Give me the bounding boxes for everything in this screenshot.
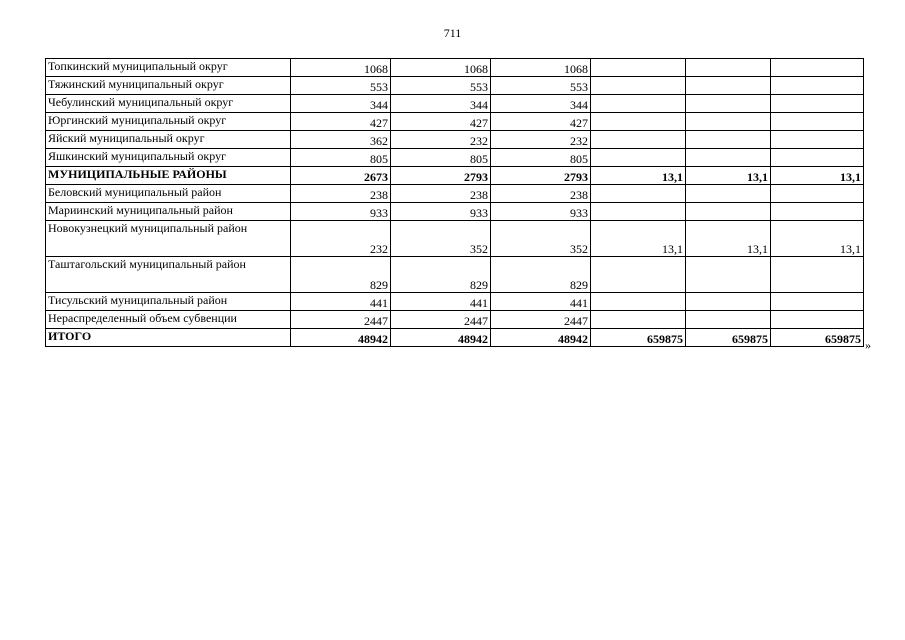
municipality-name: Мариинский муниципальный район	[46, 203, 291, 221]
section-total-row	[46, 167, 864, 185]
value-cell: 344	[391, 95, 491, 113]
subvention-table	[45, 58, 864, 347]
table-row	[46, 95, 864, 113]
value-cell: 13,1	[771, 167, 864, 185]
table-row	[46, 149, 864, 167]
municipality-name: Чебулинский муниципальный округ	[46, 95, 291, 113]
value-cell: 48942	[491, 329, 591, 347]
value-cell: 1068	[391, 59, 491, 77]
value-cell	[591, 293, 686, 311]
value-cell: 238	[291, 185, 391, 203]
value-cell: 805	[391, 149, 491, 167]
value-cell	[591, 77, 686, 95]
value-cell: 659875	[686, 329, 771, 347]
value-cell: 829	[291, 257, 391, 293]
value-cell	[771, 59, 864, 77]
value-cell	[771, 131, 864, 149]
value-cell	[591, 149, 686, 167]
value-cell	[771, 203, 864, 221]
value-cell: 238	[491, 185, 591, 203]
value-cell: 13,1	[591, 167, 686, 185]
table-row	[46, 221, 864, 257]
value-cell: 232	[291, 221, 391, 257]
value-cell	[686, 59, 771, 77]
value-cell: 238	[391, 185, 491, 203]
municipality-name: Новокузнецкий муниципальный район	[46, 221, 291, 257]
value-cell: 441	[491, 293, 591, 311]
value-cell	[591, 59, 686, 77]
municipality-name: Тисульский муниципальный район	[46, 293, 291, 311]
value-cell: 13,1	[591, 221, 686, 257]
value-cell: 427	[491, 113, 591, 131]
value-cell	[771, 113, 864, 131]
value-cell: 2673	[291, 167, 391, 185]
value-cell: 805	[491, 149, 591, 167]
value-cell	[591, 311, 686, 329]
value-cell: 441	[391, 293, 491, 311]
value-cell: 13,1	[771, 221, 864, 257]
value-cell: 48942	[291, 329, 391, 347]
value-cell: 13,1	[686, 221, 771, 257]
table-row	[46, 293, 864, 311]
value-cell: 48942	[391, 329, 491, 347]
value-cell	[686, 77, 771, 95]
value-cell	[591, 95, 686, 113]
value-cell: 1068	[291, 59, 391, 77]
section-title: МУНИЦИПАЛЬНЫЕ РАЙОНЫ	[46, 167, 291, 185]
value-cell	[591, 257, 686, 293]
value-cell: 441	[291, 293, 391, 311]
value-cell: 427	[291, 113, 391, 131]
value-cell: 553	[291, 77, 391, 95]
municipality-name: Яшкинский муниципальный округ	[46, 149, 291, 167]
grand-total-label: ИТОГО	[46, 329, 291, 347]
value-cell	[686, 149, 771, 167]
value-cell: 362	[291, 131, 391, 149]
value-cell: 352	[391, 221, 491, 257]
table-row	[46, 203, 864, 221]
value-cell: 659875	[591, 329, 686, 347]
value-cell: 427	[391, 113, 491, 131]
municipality-name: Тяжинский муниципальный округ	[46, 77, 291, 95]
value-cell: 659875	[771, 329, 864, 347]
municipality-name: Таштагольский муниципальный район	[46, 257, 291, 293]
value-cell	[771, 257, 864, 293]
value-cell: 2793	[491, 167, 591, 185]
municipality-name: Беловский муниципальный район	[46, 185, 291, 203]
value-cell: 2793	[391, 167, 491, 185]
value-cell	[771, 95, 864, 113]
table-row	[46, 257, 864, 293]
value-cell	[771, 77, 864, 95]
value-cell	[771, 311, 864, 329]
value-cell: 2447	[491, 311, 591, 329]
value-cell: 933	[291, 203, 391, 221]
value-cell	[771, 185, 864, 203]
table-row	[46, 113, 864, 131]
value-cell	[591, 203, 686, 221]
table-row	[46, 77, 864, 95]
closing-quote-mark: »	[865, 338, 871, 352]
municipality-name: Юргинский муниципальный округ	[46, 113, 291, 131]
value-cell: 344	[491, 95, 591, 113]
value-cell	[686, 95, 771, 113]
value-cell: 933	[491, 203, 591, 221]
page-number: 711	[443, 26, 462, 40]
value-cell	[771, 149, 864, 167]
value-cell: 2447	[391, 311, 491, 329]
value-cell	[771, 293, 864, 311]
value-cell: 553	[491, 77, 591, 95]
table-row	[46, 59, 864, 77]
value-cell	[686, 185, 771, 203]
value-cell: 2447	[291, 311, 391, 329]
value-cell	[591, 113, 686, 131]
value-cell: 933	[391, 203, 491, 221]
value-cell: 13,1	[686, 167, 771, 185]
value-cell	[591, 131, 686, 149]
table-row	[46, 185, 864, 203]
value-cell: 829	[391, 257, 491, 293]
value-cell: 232	[391, 131, 491, 149]
grand-total-row	[46, 329, 864, 347]
value-cell: 1068	[491, 59, 591, 77]
value-cell	[686, 203, 771, 221]
municipality-name: Топкинский муниципальный округ	[46, 59, 291, 77]
municipality-name: Нераспределенный объем субвенции	[46, 311, 291, 329]
value-cell	[686, 257, 771, 293]
value-cell: 829	[491, 257, 591, 293]
value-cell: 344	[291, 95, 391, 113]
municipality-name: Яйский муниципальный округ	[46, 131, 291, 149]
value-cell	[686, 113, 771, 131]
value-cell: 232	[491, 131, 591, 149]
value-cell: 805	[291, 149, 391, 167]
table-row	[46, 131, 864, 149]
value-cell	[686, 311, 771, 329]
value-cell	[686, 293, 771, 311]
table-row	[46, 311, 864, 329]
value-cell	[686, 131, 771, 149]
value-cell: 352	[491, 221, 591, 257]
value-cell	[591, 185, 686, 203]
value-cell: 553	[391, 77, 491, 95]
